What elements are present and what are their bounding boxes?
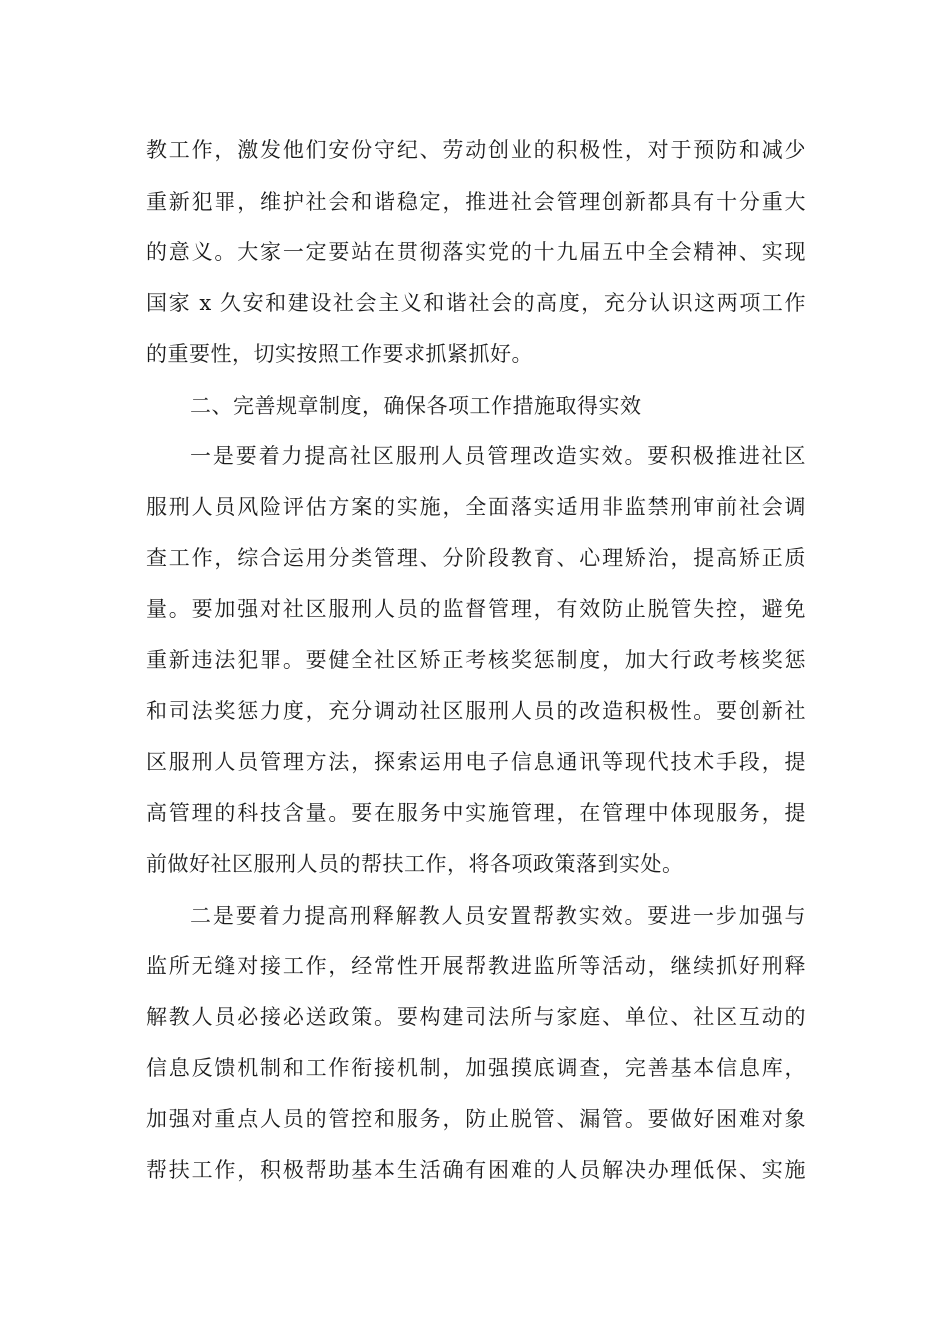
text-line: 监所无缝对接工作，经常性开展帮教进监所等活动，继续抓好刑释 xyxy=(146,954,806,978)
text-line: 解教人员必接必送政策。要构建司法所与家庭、单位、社区互动的 xyxy=(146,1005,806,1029)
paragraph-first-line: 一是要着力提高社区服刑人员管理改造实效。要积极推进社区 xyxy=(190,444,806,468)
text-line: 服刑人员风险评估方案的实施，全面落实适用非监禁刑审前社会调 xyxy=(146,495,806,519)
text-line: 量。要加强对社区服刑人员的监督管理，有效防止脱管失控，避免 xyxy=(146,597,806,621)
text-line: 和司法奖惩力度，充分调动社区服刑人员的改造积极性。要创新社 xyxy=(146,699,806,723)
text-line: 查工作，综合运用分类管理、分阶段教育、心理矫治，提高矫正质 xyxy=(146,546,806,570)
text-line: 的意义。大家一定要站在贯彻落实党的十九届五中全会精神、实现 xyxy=(146,240,806,264)
text-line: 加强对重点人员的管控和服务，防止脱管、漏管。要做好困难对象 xyxy=(146,1107,806,1131)
paragraph-first-line: 二是要着力提高刑释解教人员安置帮教实效。要进一步加强与 xyxy=(190,904,806,928)
text-line: 区服刑人员管理方法，探索运用电子信息通讯等现代技术手段，提 xyxy=(146,750,806,774)
text-line: 重新违法犯罪。要健全社区矫正考核奖惩制度，加大行政考核奖惩 xyxy=(146,648,806,672)
text-line: 信息反馈机制和工作衔接机制，加强摸底调查，完善基本信息库， xyxy=(146,1056,806,1080)
text-line: 教工作，激发他们安份守纪、劳动创业的积极性，对于预防和减少 xyxy=(146,138,806,162)
text-line: 高管理的科技含量。要在服务中实施管理，在管理中体现服务，提 xyxy=(146,801,806,825)
text-line: 的重要性，切实按照工作要求抓紧抓好。 xyxy=(146,342,533,366)
text-line: 重新犯罪，维护社会和谐稳定，推进社会管理创新都具有十分重大 xyxy=(146,190,806,214)
text-line: 国家 x 久安和建设社会主义和谐社会的高度，充分认识这两项工作 xyxy=(146,291,806,315)
text-line: 帮扶工作，积极帮助基本生活确有困难的人员解决办理低保、实施 xyxy=(146,1158,806,1182)
text-line: 前做好社区服刑人员的帮扶工作，将各项政策落到实处。 xyxy=(146,852,684,876)
section-heading: 二、完善规章制度，确保各项工作措施取得实效 xyxy=(190,394,642,418)
